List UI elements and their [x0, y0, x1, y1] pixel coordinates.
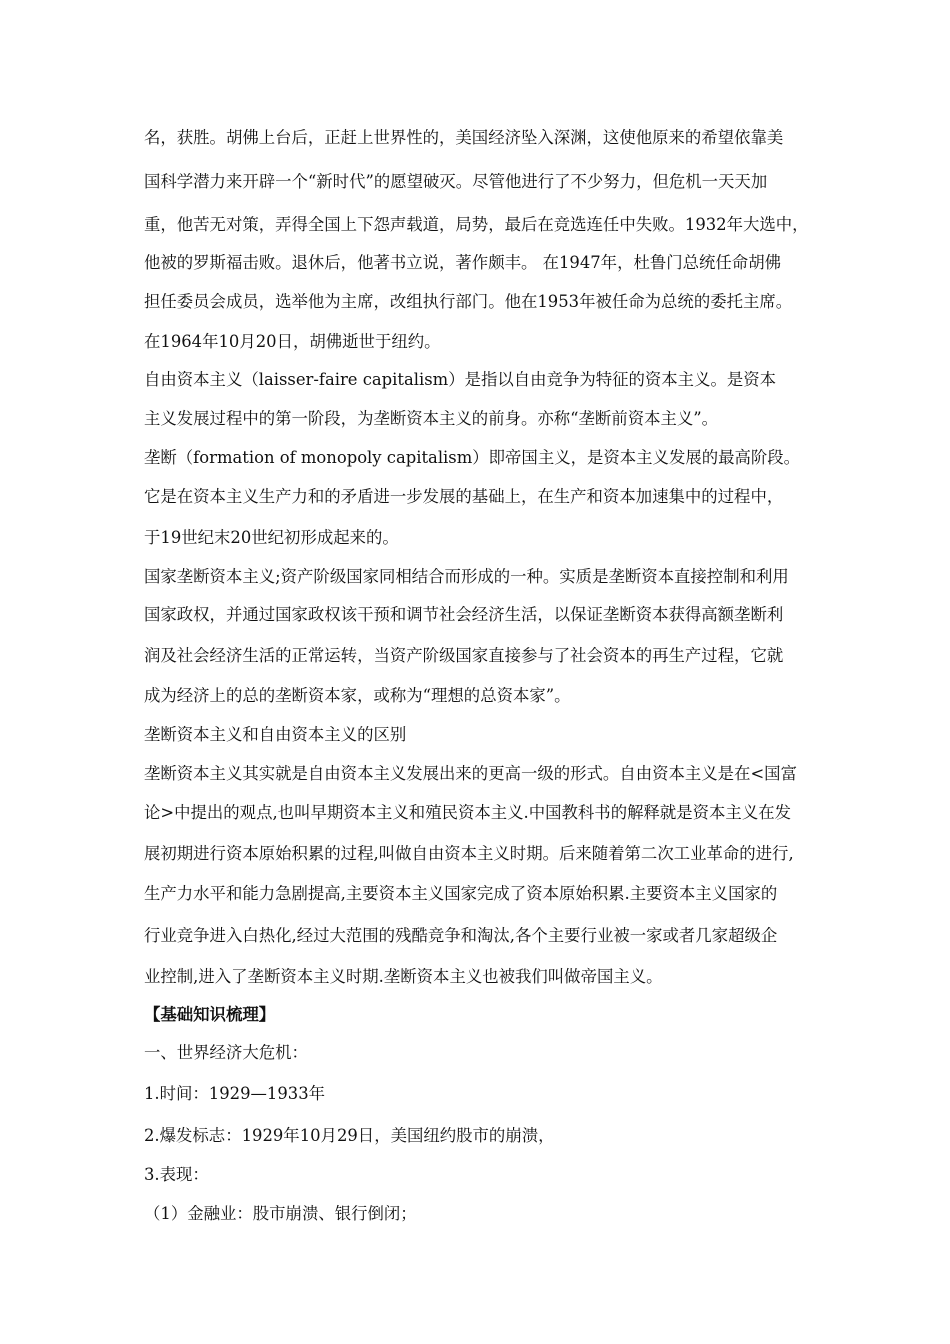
paragraph-line: 担任委员会成员，选举他为主席，改组执行部门。他在1953年被任命为总统的委托主席。 — [144, 292, 793, 311]
paragraph-line: 自由资本主义（laisser-faire capitalism）是指以自由竞争为特征的资本主义。是资本 — [144, 370, 777, 389]
paragraph-line: 重，他苦无对策，弄得全国上下怨声载道，局势，最后在竞选连任中失败。1932年大选中， — [144, 215, 809, 234]
paragraph-line: 国科学潜力来开辟一个“新时代”的愿望破灭。尽管他进行了不少努力，但危机一天天加 — [144, 172, 768, 191]
section-heading: 垄断资本主义和自由资本主义的区别 — [144, 725, 407, 744]
paragraph-line: 主义发展过程中的第一阶段，为垄断资本主义的前身。亦称“垄断前资本主义”。 — [144, 409, 719, 428]
list-item: 3.表现： — [144, 1165, 209, 1184]
paragraph-line: 业控制,进入了垄断资本主义时期.垄断资本主义也被我们叫做帝国主义。 — [144, 967, 663, 986]
list-item: （1）金融业：股市崩溃、银行倒闭； — [144, 1204, 417, 1223]
paragraph-line: 行业竞争进入白热化,经过大范围的残酷竞争和淘汰,各个主要行业被一家或者几家超级企 — [144, 926, 778, 945]
list-heading: 一、世界经济大危机： — [144, 1043, 308, 1062]
paragraph-line: 展初期进行资本原始积累的过程,叫做自由资本主义时期。后来随着第二次工业革命的进行, — [144, 844, 794, 863]
paragraph-line: 名，获胜。胡佛上台后，正赶上世界性的，美国经济坠入深渊，这使他原来的希望依靠美 — [144, 128, 784, 147]
section-title: 【基础知识梳理】 — [144, 1005, 276, 1024]
list-item: 2.爆发标志：1929年10月29日，美国纽约股市的崩溃， — [144, 1126, 555, 1145]
paragraph-line: 它是在资本主义生产力和的矛盾进一步发展的基础上，在生产和资本加速集中的过程中， — [144, 487, 784, 506]
paragraph-line: 于19世纪末20世纪初形成起来的。 — [144, 528, 399, 547]
paragraph-line: 论>中提出的观点,也叫早期资本主义和殖民资本主义.中国教科书的解释就是资本主义在发 — [144, 803, 791, 822]
paragraph-line: 在1964年10月20日，胡佛逝世于纽约。 — [144, 332, 441, 351]
paragraph-line: 润及社会经济生活的正常运转，当资产阶级国家直接参与了社会资本的再生产过程，它就 — [144, 646, 784, 665]
paragraph-line: 国家垄断资本主义;资产阶级国家同相结合而形成的一种。实质是垄断资本直接控制和利用 — [144, 567, 789, 586]
paragraph-line: 成为经济上的总的垄断资本家，或称为“理想的总资本家”。 — [144, 686, 571, 705]
paragraph-line: 国家政权，并通过国家政权该干预和调节社会经济生活，以保证垄断资本获得高额垄断利 — [144, 605, 784, 624]
paragraph-line: 垄断资本主义其实就是自由资本主义发展出来的更高一级的形式。自由资本主义是在<国富 — [144, 764, 797, 783]
paragraph-line: 生产力水平和能力急剧提高,主要资本主义国家完成了资本原始积累.主要资本主义国家的 — [144, 884, 778, 903]
paragraph-line: 他被的罗斯福击败。退休后，他著书立说，著作颇丰。 在1947年，杜鲁门总统任命胡佛 — [144, 253, 781, 272]
list-item: 1.时间：1929—1933年 — [144, 1084, 326, 1103]
paragraph-line: 垄断（formation of monopoly capitalism）即帝国主义，是资本主义发展的最高阶段。 — [144, 448, 801, 467]
